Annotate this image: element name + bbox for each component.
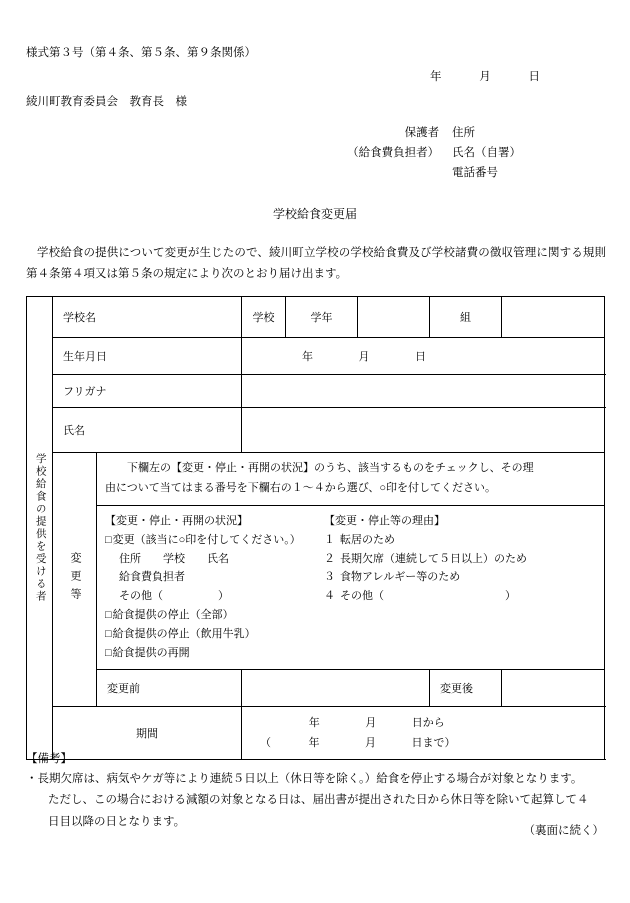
side-label-cell [27,297,53,760]
instruction-line-2: 由について当てはまる番号を下欄右の１〜４から選び、○印を付してください。 [105,481,496,494]
status-reason-cell [97,505,605,669]
table-row-school [27,297,605,338]
reason-no-2: ２ [324,552,335,565]
guardian-name-label: 氏名（自署） [452,147,521,160]
name-label: 氏名 [53,408,242,453]
reason-no-3: ３ [324,571,335,584]
reason-item-1[interactable] [324,531,596,550]
side-label-text: 学校給食の提供を受ける者 [34,452,46,603]
reason-text-4: その他（ ） [340,590,516,603]
reason-text-2: 長期欠席（連続して５日以上）のため [340,552,527,565]
guardian-name-line [200,143,530,163]
reason-text-1: 転居のため [340,533,395,546]
checkbox-change[interactable]: □ 変更（該当に○印を付してください。） [105,531,314,550]
addressee: 綾川町教育委員会 教育長 様 [26,96,187,108]
period-from-month: 月 [365,716,377,729]
dob-day: 日 [415,351,426,363]
date-line [430,68,540,84]
status-heading: 【変更・停止・再開の状況】 [105,514,248,527]
status-sub-2: 給食費負担者 [119,571,185,584]
guardian-address-line [200,123,530,143]
after-label: 変更後 [430,669,502,706]
school-unit-label: 学校 [242,297,286,338]
table-row-instruction [27,453,605,506]
period-from-year: 年 [308,716,320,729]
dob-input[interactable] [242,338,605,375]
before-label: 変更前 [97,669,242,706]
guardian-label: 保護者 [404,127,440,139]
dob-label: 生年月日 [53,338,242,375]
remarks-title: 【備考】 [26,753,72,765]
remarks-section [26,750,606,833]
reason-no-4: ４ [324,590,335,603]
status-column [105,512,320,663]
instruction-line-1: 下欄左の【変更・停止・再開の状況】のうち、該当するものをチェックし、その理 [127,462,534,474]
status-sub-3: その他（ ） [119,590,229,603]
main-form-table [26,296,605,760]
grade-input[interactable] [358,297,430,338]
instruction-cell [97,453,605,506]
furigana-input[interactable] [242,375,605,408]
date-year: 年 [430,71,442,83]
dob-month: 月 [358,351,370,363]
after-input[interactable] [502,669,605,706]
checkbox-stop-all[interactable]: □ 給食提供の停止（全部） [105,606,314,625]
guardian-address-label: 住所 [452,127,475,139]
period-to-day: 日まで） [411,736,456,749]
period-from-day: 日から [411,716,445,729]
intro-paragraph: 学校給食の提供について変更が生じたので、綾川町立学校の学校給食費及び学校諸費の徴収管理に関する規則第４条第４項又は第５条の規定により次のとおり届け出ます。 [26,247,606,281]
reason-item-3[interactable] [324,568,596,587]
reason-no-1: １ [324,533,335,546]
school-name-label: 学校名 [53,297,242,338]
table-row-status-reason [27,505,605,669]
period-from-line [260,713,599,733]
guardian-block [200,123,530,183]
checkbox-stop-milk[interactable]: □ 給食提供の停止（飲用牛乳） [105,625,314,644]
remarks-item-1-cont-a: ただし、この場合における減額の対象となる日は、届出書が提出された日から休日等を除いて起算して４ [48,794,589,807]
remarks-item-1: ・長期欠席は、病気やケガ等により連続５日以上（休日等を除く。）給食を停止する場合が対象となります。 [26,773,583,785]
grade-label: 学年 [286,297,358,338]
table-row-furigana [27,375,605,408]
footer-note: （裏面に続く） [523,825,604,837]
reason-item-4[interactable] [324,587,596,606]
date-month: 月 [479,71,491,83]
period-to-paren: （ [260,736,271,749]
table-row-name [27,408,605,453]
page-title: 学校給食変更届 [272,207,357,221]
remarks-item-1-cont-b: 日目以降の日となります。 [48,815,186,828]
form-number: 様式第３号（第４条、第５条、第９条関係） [26,47,256,59]
reason-heading: 【変更・停止等の理由】 [324,514,445,527]
guardian-phone-line [200,163,530,183]
period-label: 期間 [53,706,242,759]
checkbox-resume[interactable]: □ 給食提供の再開 [105,644,314,663]
class-label: 組 [430,297,502,338]
change-label-cell [53,453,97,707]
reason-text-3: 食物アレルギー等のため [340,571,461,584]
dob-year: 年 [302,351,313,363]
before-input[interactable] [242,669,430,706]
reason-column [320,512,596,663]
furigana-label: フリガナ [53,375,242,408]
reason-item-2[interactable] [324,550,596,569]
period-to-year: 年 [308,736,320,749]
name-input[interactable] [242,408,605,453]
period-to-month: 月 [365,736,376,749]
table-row-before-after [27,669,605,706]
guardian-phone-label: 電話番号 [452,167,498,180]
change-label-text: 変更等 [69,552,81,607]
date-day: 日 [528,71,540,83]
status-sub-1: 住所 学校 氏名 [119,552,229,565]
table-row-dob [27,338,605,375]
class-input[interactable] [502,297,605,338]
payer-label: （給食費負担者） [347,147,440,160]
